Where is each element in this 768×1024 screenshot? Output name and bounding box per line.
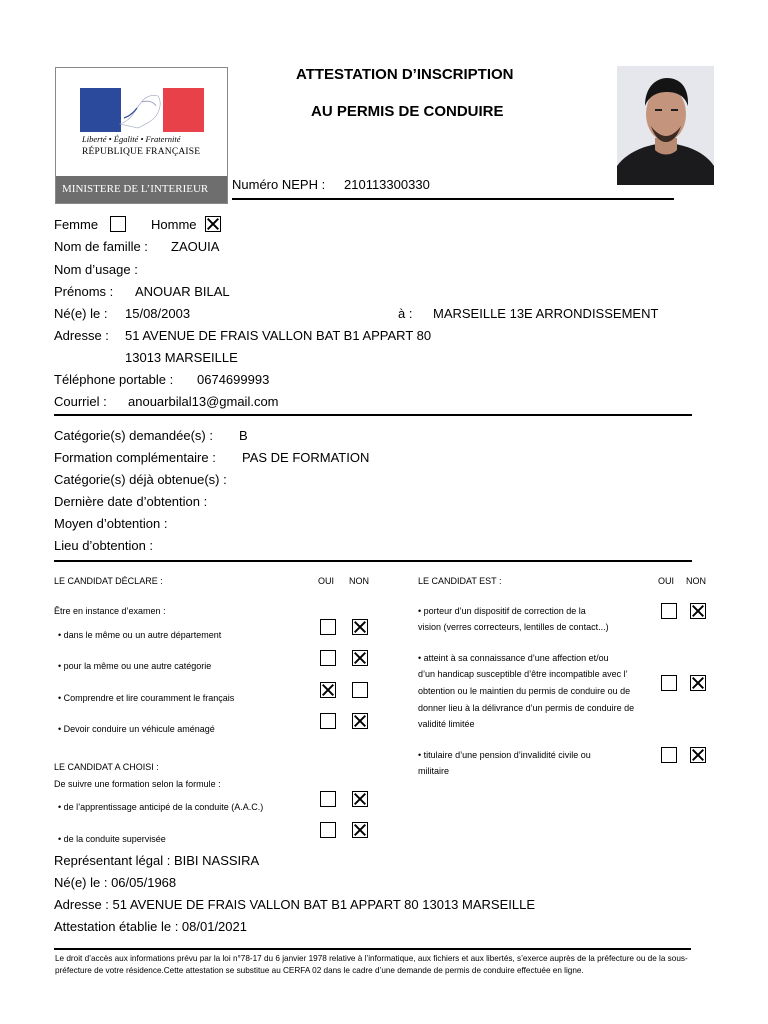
check-cross-icon (691, 748, 705, 762)
declare-item-oui-checkbox[interactable] (320, 619, 336, 635)
check-cross-icon (353, 792, 367, 806)
nom-value: ZAOUIA (171, 239, 220, 254)
choisi-item-oui-checkbox[interactable] (320, 822, 336, 838)
est-item-line: • porteur d’un dispositif de correction de la (418, 606, 586, 616)
declare-item-non-checkbox[interactable] (352, 650, 368, 666)
nom-label: Nom de famille : (54, 239, 148, 254)
telephone-label: Téléphone portable : (54, 372, 174, 387)
est-item-line: donner lieu à la délivrance d’un permis de conduire de (418, 703, 635, 713)
divider-neph (232, 198, 674, 200)
adresse-label: Adresse : (54, 328, 109, 343)
attestation-date: Attestation établie le : 08/01/2021 (54, 919, 247, 934)
homme-checkbox[interactable] (205, 216, 221, 232)
representant-adresse: Adresse : 51 AVENUE DE FRAIS VALLON BAT B1 APPART 80 13013 MARSEILLE (54, 897, 535, 912)
est-item-line: militaire (418, 766, 450, 776)
est-item-oui-checkbox[interactable] (661, 603, 677, 619)
check-cross-icon (353, 714, 367, 728)
marianne-flag-icon (80, 88, 204, 132)
declare-item-label: • Devoir conduire un véhicule aménagé (58, 724, 215, 734)
declare-heading: LE CANDIDAT DÉCLARE : (54, 576, 163, 586)
telephone-value: 0674699993 (197, 372, 270, 387)
derniere-date-label: Dernière date d’obtention : (54, 494, 208, 509)
document-title-line2: AU PERMIS DE CONDUIRE (311, 103, 504, 120)
est-item-line: • atteint à sa connaissance d’une affection et/ou (418, 653, 609, 663)
ministry-logo (55, 67, 228, 204)
representant-birthdate: Né(e) le : 06/05/1968 (54, 875, 177, 890)
femme-label: Femme (54, 217, 99, 232)
prenoms-value: ANOUAR BILAL (135, 284, 230, 299)
formation-label: Formation complémentaire : (54, 450, 216, 465)
choisi-heading: LE CANDIDAT A CHOISI : (54, 762, 159, 772)
est-oui-header: OUI (658, 576, 675, 586)
declare-item-label: • Comprendre et lire couramment le français (58, 693, 235, 703)
lieu-label: Lieu d’obtention : (54, 538, 154, 553)
declare-intro: Être en instance d’examen : (54, 606, 166, 616)
birthdate-value: 15/08/2003 (125, 306, 191, 321)
est-item-oui-checkbox[interactable] (661, 675, 677, 691)
est-item-line: obtention ou le maintien du permis de conduire ou de (418, 686, 631, 696)
declare-item-label: • dans le même ou un autre département (58, 630, 222, 640)
neph-label: Numéro NEPH : (232, 177, 326, 192)
prenoms-label: Prénoms : (54, 284, 114, 299)
declare-item-oui-checkbox[interactable] (320, 682, 336, 698)
representant-legal: Représentant légal : BIBI NASSIRA (54, 853, 260, 868)
declare-item-non-checkbox[interactable] (352, 619, 368, 635)
categorie-obtenue-label: Catégorie(s) déjà obtenue(s) : (54, 472, 227, 487)
est-non-header: NON (686, 576, 706, 586)
courriel-label: Courriel : (54, 394, 107, 409)
check-cross-icon (691, 676, 705, 690)
moyen-label: Moyen d’obtention : (54, 516, 168, 531)
document-title-line1: ATTESTATION D’INSCRIPTION (296, 66, 514, 83)
neph-value: 210113300330 (344, 177, 430, 192)
check-cross-icon (321, 683, 335, 697)
legal-footer: Le droit d’accès aux informations prévu par la loi n°78-17 du 6 janvier 1978 relative à l’informatique, aux fichiers et aux libertés, s’exerce auprès de la préfecture ou de la sous-préfecture de votre résidence.Cette attestation se substitue au CERFA 02 dans le cadre d’une demande de permis de conduire effectuée en ligne. (55, 954, 688, 975)
est-item-non-checkbox[interactable] (690, 675, 706, 691)
declare-non-header: NON (349, 576, 369, 586)
republic-motto: Liberté • Égalité • Fraternité (82, 134, 181, 144)
est-item-non-checkbox[interactable] (690, 603, 706, 619)
est-item-line: d’un handicap susceptible d’être incompatible avec l’ (418, 669, 628, 679)
check-cross-icon (353, 620, 367, 634)
declare-item-oui-checkbox[interactable] (320, 713, 336, 729)
divider-footer (54, 948, 691, 950)
check-cross-icon (206, 217, 220, 231)
republic-name: RÉPUBLIQUE FRANÇAISE (82, 147, 201, 157)
formation-value: PAS DE FORMATION (242, 450, 370, 465)
declare-item-label: • pour la même ou une autre catégorie (58, 661, 212, 671)
declare-item-non-checkbox[interactable] (352, 682, 368, 698)
birthdate-label: Né(e) le : (54, 306, 108, 321)
candidate-photo (617, 66, 714, 185)
est-item-line: vision (verres correcteurs, lentilles de contact...) (418, 622, 609, 632)
adresse-line2: 13013 MARSEILLE (125, 350, 238, 365)
check-cross-icon (353, 651, 367, 665)
est-item-line: validité limitée (418, 719, 475, 729)
femme-checkbox[interactable] (110, 216, 126, 232)
choisi-intro: De suivre une formation selon la formule : (54, 779, 221, 789)
choisi-item-non-checkbox[interactable] (352, 822, 368, 838)
choisi-item-label: • de l’apprentissage anticipé de la conduite (A.A.C.) (58, 802, 264, 812)
birthplace-label: à : (398, 306, 413, 321)
est-item-line: • titulaire d’une pension d’invalidité civile ou (418, 750, 591, 760)
usage-label: Nom d’usage : (54, 262, 138, 277)
check-cross-icon (691, 604, 705, 618)
est-heading: LE CANDIDAT EST : (418, 576, 502, 586)
courriel-value: anouarbilal13@gmail.com (128, 394, 279, 409)
declare-item-oui-checkbox[interactable] (320, 650, 336, 666)
portrait-image (617, 66, 714, 185)
est-item-oui-checkbox[interactable] (661, 747, 677, 763)
categorie-demandee-label: Catégorie(s) demandée(s) : (54, 428, 213, 443)
choisi-item-non-checkbox[interactable] (352, 791, 368, 807)
declare-item-non-checkbox[interactable] (352, 713, 368, 729)
check-cross-icon (353, 823, 367, 837)
categorie-demandee-value: B (239, 428, 248, 443)
est-item-non-checkbox[interactable] (690, 747, 706, 763)
adresse-line1: 51 AVENUE DE FRAIS VALLON BAT B1 APPART 80 (125, 328, 432, 343)
birthplace-value: MARSEILLE 13E ARRONDISSEMENT (433, 306, 659, 321)
ministry-name: MINISTERE DE L’INTERIEUR (62, 183, 209, 195)
homme-label: Homme (151, 217, 197, 232)
divider-identity (54, 414, 692, 416)
choisi-item-oui-checkbox[interactable] (320, 791, 336, 807)
declare-oui-header: OUI (318, 576, 335, 586)
divider-categories (54, 560, 692, 562)
choisi-item-label: • de la conduite supervisée (58, 834, 166, 844)
